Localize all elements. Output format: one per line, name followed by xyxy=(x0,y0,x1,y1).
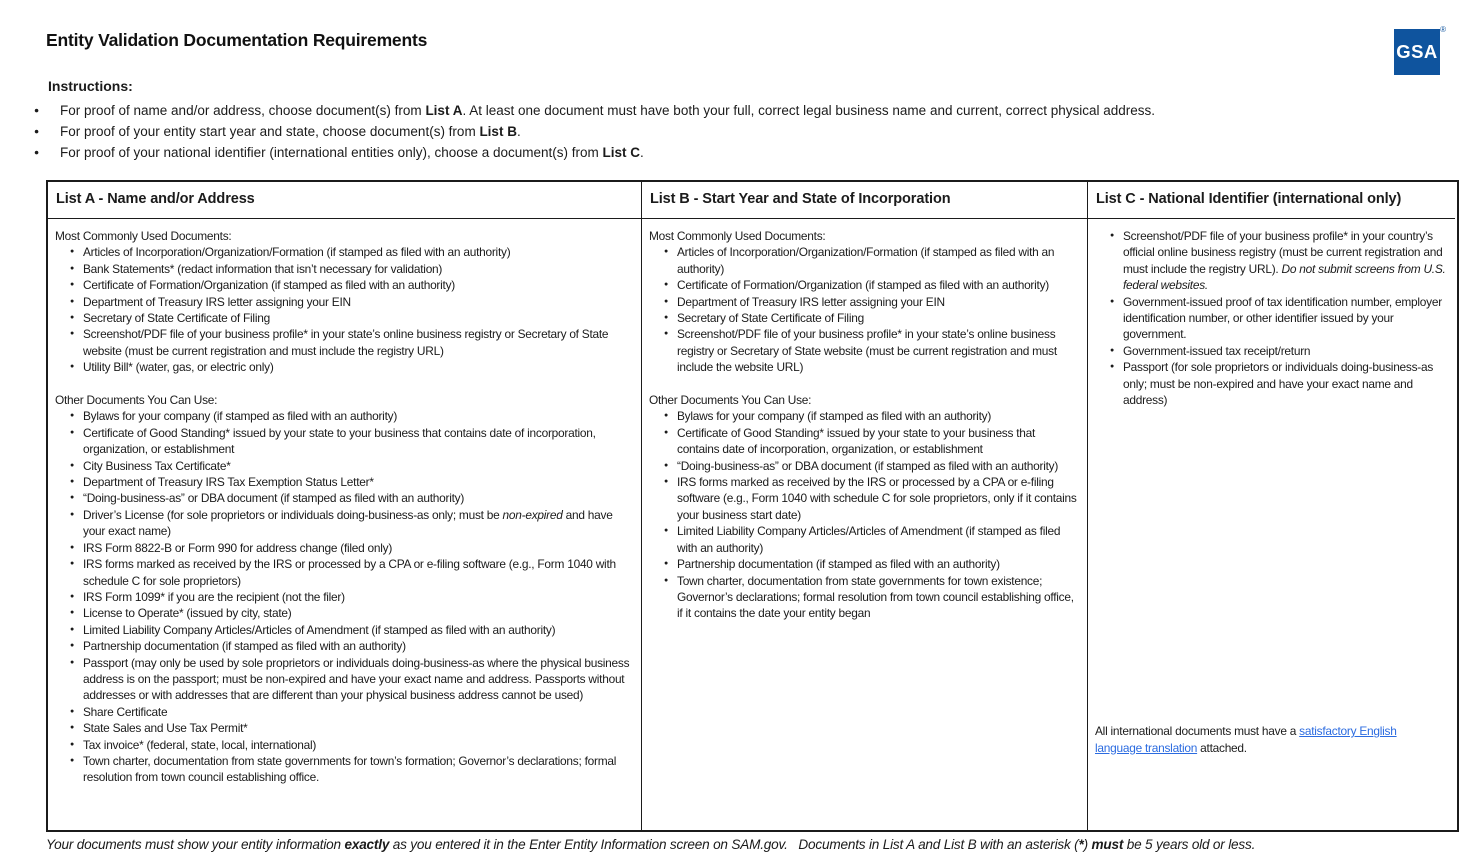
list-b-column xyxy=(641,182,1087,830)
document-item xyxy=(677,277,1079,293)
document-item xyxy=(83,294,633,310)
document-list xyxy=(1095,228,1447,408)
text-segment: Certificate of Good Standing* issued by your state to your business that contains date of incorporation, organization, or establishment xyxy=(83,425,596,457)
document-item xyxy=(1123,343,1447,359)
document-item xyxy=(83,638,633,654)
document-section xyxy=(649,228,1079,376)
instruction-item xyxy=(60,100,1455,121)
text-segment: IRS forms marked as received by the IRS or processed by a CPA or e-filing software (e.g., Form 1040 with schedule C for sole proprietors) xyxy=(83,557,616,588)
text-segment: Town charter, documentation from state governments for town’s formation; Governor’s declarations; formal resolution from town council establishing office. xyxy=(83,753,617,785)
text-segment: Bank Statements* (redact information that isn’t necessary for validation) xyxy=(83,261,443,276)
section-heading: Other Documents You Can Use: xyxy=(55,393,218,408)
document-item xyxy=(677,326,1079,375)
text-segment: and have your exact name) xyxy=(83,507,613,539)
section-heading: Most Commonly Used Documents: xyxy=(55,229,232,243)
text-segment: Department of Treasury IRS letter assigning your EIN xyxy=(83,294,351,309)
document-item xyxy=(677,458,1079,474)
document-item xyxy=(83,540,633,556)
text-segment: ) xyxy=(1083,837,1092,852)
list-a-header: List A - Name and/or Address xyxy=(48,182,641,219)
text-segment: exactly xyxy=(344,837,390,852)
text-segment: Certificate of Formation/Organization (if stamped as filed with an authority) xyxy=(83,278,455,293)
text-segment: Screenshot/PDF file of your business profile* in your country’s official online business registry (must be current registration and must include the registry URL). xyxy=(1123,229,1443,276)
text-segment: “Doing-business-as” or DBA document (if stamped as filed with an authority) xyxy=(83,491,465,506)
instructions-section xyxy=(48,78,1455,163)
text-segment: . xyxy=(640,145,644,160)
document-section xyxy=(55,228,633,376)
text-segment: attached. xyxy=(1197,740,1247,755)
gsa-logo xyxy=(1394,27,1446,77)
document-item xyxy=(83,704,633,720)
text-segment: * xyxy=(1078,837,1084,852)
text-segment: Driver’s License (for sole proprietors or individuals doing-business-as only; must be xyxy=(83,507,503,522)
document-item xyxy=(677,556,1079,572)
text-segment: Passport (may only be used by sole proprietors or individuals doing-business-as where the physical business address is on the passport; must be non-expired and have your exact name and address. Passports without addresses or with addresses that are different than your physical business address cannot be used) xyxy=(83,655,630,703)
instructions-heading: Instructions: xyxy=(48,78,133,94)
text-segment: Secretary of State Certificate of Filing xyxy=(83,311,270,326)
text-segment: Certificate of Formation/Organization (if stamped as filed with an authority) xyxy=(677,278,1049,293)
text-segment: be 5 years old or less. xyxy=(1123,837,1256,852)
text-segment: IRS Form 1099* if you are the recipient (not the filer) xyxy=(83,589,345,604)
page-title: Entity Validation Documentation Requirements xyxy=(46,30,428,50)
text-segment: For proof of your entity start year and state, choose document(s) from xyxy=(60,124,480,139)
text-segment: IRS forms marked as received by the IRS or processed by a CPA or e-filing software (e.g., Form 1040 with schedule C for sole proprietors, only if it contains your business start date) xyxy=(677,475,1077,522)
text-segment: City Business Tax Certificate* xyxy=(83,458,231,473)
translation-link[interactable]: satisfactory English language translation xyxy=(1095,724,1397,755)
list-c-body xyxy=(1088,219,1455,830)
text-segment: List B xyxy=(479,124,517,139)
document-item xyxy=(1123,228,1447,294)
document-item xyxy=(83,507,633,540)
section-heading: Most Commonly Used Documents: xyxy=(649,229,826,243)
text-segment: For proof of name and/or address, choose document(s) from xyxy=(60,103,426,118)
document-item xyxy=(83,655,633,704)
text-segment: License to Operate* (issued by city, state) xyxy=(83,606,292,621)
text-segment: Do not submit screens from U.S. federal websites. xyxy=(1123,261,1446,293)
document-item xyxy=(83,720,633,736)
section-heading: Other Documents You Can Use: xyxy=(649,393,812,408)
text-segment: Articles of Incorporation/Organization/Formation (if stamped as filed with an authority) xyxy=(83,245,511,260)
document-item xyxy=(83,589,633,605)
documents-table xyxy=(46,180,1459,832)
document-item xyxy=(1123,294,1447,343)
text-segment: Department of Treasury IRS letter assigning your EIN xyxy=(677,294,945,309)
document-section xyxy=(649,392,1079,622)
document-section xyxy=(1095,228,1447,408)
document-item xyxy=(677,408,1079,424)
document-item xyxy=(83,408,633,424)
document-item xyxy=(677,573,1079,622)
document-item xyxy=(677,294,1079,310)
document-list xyxy=(55,408,633,785)
text-segment: List A xyxy=(425,103,463,118)
document-item xyxy=(83,605,633,621)
document-item xyxy=(83,458,633,474)
text-segment: Secretary of State Certificate of Filing xyxy=(677,311,864,326)
document-list xyxy=(649,408,1079,621)
text-segment: Share Certificate xyxy=(83,704,168,719)
document-item xyxy=(677,523,1079,556)
text-segment: Department of Treasury IRS Tax Exemption Status Letter* xyxy=(83,475,374,490)
text-segment: For proof of your national identifier (international entities only), choose a document(s) from xyxy=(60,145,603,160)
document-item xyxy=(677,244,1079,277)
document-item xyxy=(83,753,633,786)
footer-note xyxy=(46,837,1455,852)
document-item xyxy=(677,425,1079,458)
text-segment: as you entered it in the Enter Entity Information screen on SAM.gov. Documents in List A and List B with an asterisk ( xyxy=(389,837,1079,852)
gsa-logo-text: GSA xyxy=(1396,41,1438,62)
list-b-header: List B - Start Year and State of Incorporation xyxy=(642,182,1087,219)
document-item xyxy=(83,556,633,589)
text-segment: Passport (for sole proprietors or individuals doing-business-as only; must be non-expired and have your exact name and address) xyxy=(1123,360,1434,408)
document-item xyxy=(1123,359,1447,408)
text-segment: Limited Liability Company Articles/Articles of Amendment (if stamped as filed with an authority) xyxy=(83,622,556,637)
text-segment: All international documents must have a xyxy=(1095,724,1300,739)
text-segment: List C xyxy=(602,145,641,160)
text-segment: . At least one document must have both your full, correct legal business name and current, correct physical address. xyxy=(462,103,1156,118)
text-segment: Utility Bill* (water, gas, or electric only) xyxy=(83,360,274,375)
instructions-list xyxy=(48,100,1455,163)
document-item xyxy=(83,622,633,638)
document-section xyxy=(55,392,633,786)
list-a-body xyxy=(48,219,641,830)
text-segment: . xyxy=(516,124,521,139)
text-segment: Bylaws for your company (if stamped as filed with an authority) xyxy=(83,409,398,424)
text-segment: Certificate of Good Standing* issued by your state to your business that contains date of incorporation, organization, or establishment xyxy=(677,425,1036,457)
registered-trademark-icon: ® xyxy=(1440,25,1446,34)
document-item xyxy=(83,737,633,753)
text-segment: IRS Form 8822-B or Form 990 for address change (filed only) xyxy=(83,540,393,555)
document-item xyxy=(83,277,633,293)
document-item xyxy=(83,326,633,359)
instruction-item xyxy=(60,121,1455,142)
document-item xyxy=(83,359,633,375)
list-b-body xyxy=(642,219,1087,830)
document-item xyxy=(677,310,1079,326)
text-segment: non-expired xyxy=(502,507,563,522)
text-segment: Tax invoice* (federal, state, local, international) xyxy=(83,737,317,752)
text-segment: Partnership documentation (if stamped as filed with an authority) xyxy=(677,557,1000,572)
text-segment: State Sales and Use Tax Permit* xyxy=(83,721,248,736)
document-item xyxy=(83,490,633,506)
list-c-column xyxy=(1087,182,1455,830)
text-segment: Articles of Incorporation/Organization/Formation (if stamped as filed with an authority) xyxy=(677,245,1055,276)
document-item xyxy=(677,474,1079,523)
instruction-item xyxy=(60,142,1455,163)
gsa-logo-box xyxy=(1394,29,1440,75)
text-segment: Screenshot/PDF file of your business profile* in your state’s online business registry or Secretary of State website (must be current registration and must include the registry URL) xyxy=(83,327,609,358)
text-segment: must xyxy=(1091,837,1124,852)
text-segment: Town charter, documentation from state governments for town existence; Governor’s declarations; formal resolution from town council establishing office, if it contains the date your entity began xyxy=(677,573,1074,621)
text-segment: Government-issued proof of tax identification number, employer identification number, or other identifier issued by your government. xyxy=(1123,294,1442,342)
list-c-header: List C - National Identifier (international only) xyxy=(1088,182,1455,219)
document-item xyxy=(83,310,633,326)
text-segment: Bylaws for your company (if stamped as filed with an authority) xyxy=(677,409,992,424)
text-segment: “Doing-business-as” or DBA document (if stamped as filed with an authority) xyxy=(677,458,1059,473)
list-a-column xyxy=(48,182,641,830)
document-item xyxy=(83,244,633,260)
text-segment: Screenshot/PDF file of your business profile* in your state’s online business registry or Secretary of State website (must be current registration and must include the website URL) xyxy=(677,327,1057,375)
document-item xyxy=(83,261,633,277)
document-item xyxy=(83,474,633,490)
text-segment: Limited Liability Company Articles/Articles of Amendment (if stamped as filed with an authority) xyxy=(677,524,1061,555)
international-translation-note xyxy=(1095,723,1443,756)
text-segment: Government-issued tax receipt/return xyxy=(1123,343,1311,358)
document-list xyxy=(649,244,1079,375)
text-segment: Your documents must show your entity information xyxy=(46,837,345,852)
document-item xyxy=(83,425,633,458)
document-list xyxy=(55,244,633,375)
text-segment: Partnership documentation (if stamped as filed with an authority) xyxy=(83,639,406,654)
